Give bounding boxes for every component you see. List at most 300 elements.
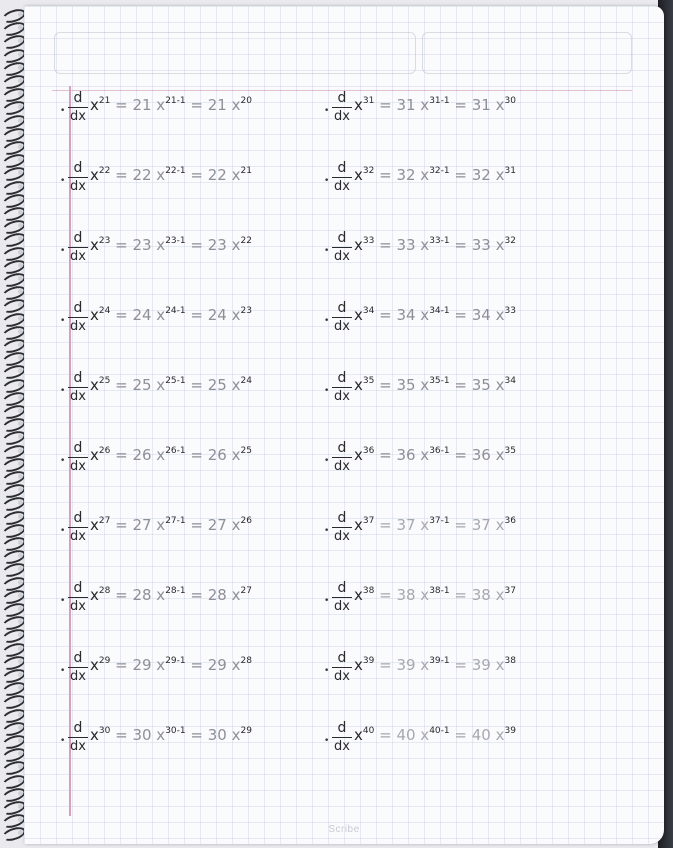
operator-denominator: dx — [334, 109, 350, 124]
bullet: • — [60, 456, 66, 466]
equals-sign: = — [110, 306, 133, 324]
result-term: 28 x — [207, 586, 241, 604]
punch-hole — [18, 725, 23, 730]
coefficient-term: 21 x — [132, 96, 166, 114]
operator-denominator: dx — [70, 529, 86, 544]
equals-sign: = — [374, 236, 397, 254]
fraction-bar — [68, 667, 88, 668]
exponent: 36 — [362, 446, 375, 456]
result-exponent: 25 — [240, 446, 252, 456]
punch-hole — [18, 712, 23, 717]
operator-denominator: dx — [70, 459, 86, 474]
punch-hole — [18, 672, 23, 677]
operator-numerator: d — [337, 230, 347, 246]
operator-denominator: dx — [334, 179, 350, 194]
variable-x: x — [354, 516, 363, 534]
exponent: 25 — [98, 376, 111, 386]
variable-x: x — [90, 166, 99, 184]
equals-sign: = — [449, 726, 472, 744]
result-exponent: 33 — [504, 306, 516, 316]
exponent: 23 — [98, 236, 111, 246]
coefficient-term: 27 x — [132, 516, 166, 534]
punch-hole — [18, 474, 23, 479]
exponent-minus-one: 35-1 — [429, 376, 450, 386]
equals-sign: = — [374, 96, 397, 114]
fraction-bar — [68, 177, 88, 178]
d-dx-operator — [68, 650, 88, 685]
result-term: 38 x — [471, 586, 505, 604]
coefficient-term: 22 x — [132, 166, 166, 184]
equation-body — [354, 166, 516, 184]
result-term: 39 x — [471, 656, 505, 674]
result-term: 24 x — [207, 306, 241, 324]
equation-body — [90, 166, 252, 184]
d-dx-operator — [68, 160, 88, 195]
punch-hole — [18, 527, 23, 532]
bullet: • — [324, 736, 330, 746]
result-term: 32 x — [471, 166, 505, 184]
equals-sign: = — [374, 446, 397, 464]
equation-body — [354, 726, 516, 744]
equals-sign: = — [110, 516, 133, 534]
equals-sign: = — [110, 656, 133, 674]
equals-sign: = — [185, 656, 208, 674]
exponent: 32 — [362, 166, 375, 176]
d-dx-operator — [68, 720, 88, 755]
operator-denominator: dx — [70, 319, 86, 334]
punch-hole — [18, 395, 23, 400]
result-term: 33 x — [471, 236, 505, 254]
equation-body — [90, 446, 252, 464]
fraction-bar — [68, 387, 88, 388]
fraction-bar — [68, 317, 88, 318]
fraction-bar — [332, 527, 352, 528]
equals-sign: = — [185, 166, 208, 184]
coefficient-term: 32 x — [396, 166, 430, 184]
equals-sign: = — [110, 446, 133, 464]
operator-numerator: d — [73, 300, 83, 316]
punch-hole — [18, 606, 23, 611]
bullet: • — [324, 596, 330, 606]
result-exponent: 27 — [240, 586, 252, 596]
result-term: 29 x — [207, 656, 241, 674]
equation-body — [354, 376, 516, 394]
fraction-bar — [332, 667, 352, 668]
coefficient-term: 30 x — [132, 726, 166, 744]
exponent-minus-one: 22-1 — [165, 166, 186, 176]
equals-sign: = — [449, 306, 472, 324]
punch-hole — [18, 197, 23, 202]
variable-x: x — [354, 656, 363, 674]
operator-denominator: dx — [70, 599, 86, 614]
operator-numerator: d — [73, 440, 83, 456]
punch-hole — [18, 184, 23, 189]
exponent-minus-one: 28-1 — [165, 586, 186, 596]
operator-numerator: d — [73, 650, 83, 666]
result-exponent: 30 — [504, 96, 516, 106]
bullet: • — [60, 666, 66, 676]
punch-hole — [18, 131, 23, 136]
result-term: 27 x — [207, 516, 241, 534]
equation-body — [90, 516, 252, 534]
operator-numerator: d — [73, 720, 83, 736]
d-dx-operator — [332, 580, 352, 615]
punch-hole — [18, 250, 23, 255]
variable-x: x — [90, 376, 99, 394]
equals-sign: = — [110, 236, 133, 254]
bullet: • — [324, 666, 330, 676]
exponent-minus-one: 21-1 — [165, 96, 186, 106]
variable-x: x — [90, 306, 99, 324]
equals-sign: = — [374, 656, 397, 674]
operator-denominator: dx — [334, 599, 350, 614]
result-exponent: 38 — [504, 656, 516, 666]
result-exponent: 21 — [240, 166, 252, 176]
result-exponent: 36 — [504, 516, 516, 526]
bullet: • — [60, 316, 66, 326]
equals-sign: = — [374, 586, 397, 604]
exponent: 39 — [362, 656, 375, 666]
bullet: • — [324, 456, 330, 466]
variable-x: x — [90, 516, 99, 534]
header-box-right — [422, 32, 632, 74]
bullet: • — [60, 106, 66, 116]
punch-hole — [18, 12, 23, 17]
bullet: • — [324, 526, 330, 536]
exponent-minus-one: 30-1 — [165, 726, 186, 736]
variable-x: x — [354, 446, 363, 464]
bullet: • — [60, 526, 66, 536]
variable-x: x — [354, 166, 363, 184]
d-dx-operator — [332, 510, 352, 545]
punch-hole — [18, 52, 23, 57]
equation-body — [354, 306, 516, 324]
bullet: • — [60, 596, 66, 606]
equals-sign: = — [110, 726, 133, 744]
exponent: 31 — [362, 96, 375, 106]
operator-numerator: d — [73, 230, 83, 246]
operator-numerator: d — [337, 160, 347, 176]
punch-hole — [18, 738, 23, 743]
exponent: 37 — [362, 516, 375, 526]
equals-sign: = — [374, 516, 397, 534]
exponent-minus-one: 32-1 — [429, 166, 450, 176]
operator-denominator: dx — [334, 739, 350, 754]
equals-sign: = — [110, 586, 133, 604]
equation-body — [354, 586, 516, 604]
equals-sign: = — [185, 726, 208, 744]
punch-hole — [18, 382, 23, 387]
result-term: 30 x — [207, 726, 241, 744]
result-term: 25 x — [207, 376, 241, 394]
exponent: 24 — [98, 306, 111, 316]
result-term: 37 x — [471, 516, 505, 534]
fraction-bar — [332, 457, 352, 458]
brand-mark: Scribe — [328, 824, 360, 835]
result-term: 26 x — [207, 446, 241, 464]
fraction-bar — [332, 107, 352, 108]
coefficient-term: 39 x — [396, 656, 430, 674]
result-exponent: 28 — [240, 656, 252, 666]
operator-denominator: dx — [70, 249, 86, 264]
equation-body — [90, 96, 252, 114]
equals-sign: = — [185, 586, 208, 604]
equals-sign: = — [374, 306, 397, 324]
punch-hole — [18, 408, 23, 413]
variable-x: x — [354, 306, 363, 324]
operator-denominator: dx — [334, 529, 350, 544]
d-dx-operator — [68, 370, 88, 405]
d-dx-operator — [332, 230, 352, 265]
punch-hole — [18, 593, 23, 598]
coefficient-term: 24 x — [132, 306, 166, 324]
d-dx-operator — [332, 650, 352, 685]
operator-numerator: d — [73, 90, 83, 106]
coefficient-term: 35 x — [396, 376, 430, 394]
result-exponent: 29 — [240, 726, 252, 736]
exponent-minus-one: 40-1 — [429, 726, 450, 736]
bullet: • — [60, 176, 66, 186]
punch-hole — [18, 659, 23, 664]
operator-numerator: d — [337, 300, 347, 316]
punch-hole — [18, 580, 23, 585]
equals-sign: = — [185, 376, 208, 394]
operator-numerator: d — [337, 650, 347, 666]
coefficient-term: 33 x — [396, 236, 430, 254]
equation-body — [354, 656, 516, 674]
equals-sign: = — [185, 446, 208, 464]
fraction-bar — [68, 597, 88, 598]
notebook-page — [24, 6, 664, 844]
bullet: • — [324, 176, 330, 186]
punch-hole — [18, 448, 23, 453]
equation-body — [90, 586, 252, 604]
equals-sign: = — [374, 376, 397, 394]
exponent-minus-one: 37-1 — [429, 516, 450, 526]
punch-hole — [18, 316, 23, 321]
exponent-minus-one: 38-1 — [429, 586, 450, 596]
d-dx-operator — [332, 440, 352, 475]
result-exponent: 32 — [504, 236, 516, 246]
punch-hole — [18, 65, 23, 70]
exponent-minus-one: 33-1 — [429, 236, 450, 246]
exponent: 21 — [98, 96, 111, 106]
exponent-minus-one: 25-1 — [165, 376, 186, 386]
exponent: 29 — [98, 656, 111, 666]
exponent: 30 — [98, 726, 111, 736]
result-exponent: 26 — [240, 516, 252, 526]
operator-numerator: d — [73, 580, 83, 596]
punch-hole — [18, 540, 23, 545]
variable-x: x — [90, 726, 99, 744]
equation-body — [354, 446, 516, 464]
punch-hole — [18, 118, 23, 123]
result-term: 34 x — [471, 306, 505, 324]
operator-numerator: d — [73, 370, 83, 386]
bullet: • — [60, 386, 66, 396]
variable-x: x — [354, 236, 363, 254]
operator-numerator: d — [337, 370, 347, 386]
equals-sign: = — [449, 656, 472, 674]
result-exponent: 22 — [240, 236, 252, 246]
exponent-minus-one: 39-1 — [429, 656, 450, 666]
equation-body — [354, 516, 516, 534]
coefficient-term: 29 x — [132, 656, 166, 674]
exponent-minus-one: 26-1 — [165, 446, 186, 456]
result-term: 22 x — [207, 166, 241, 184]
coefficient-term: 37 x — [396, 516, 430, 534]
exponent-minus-one: 24-1 — [165, 306, 186, 316]
fraction-bar — [332, 387, 352, 388]
header-box-left — [54, 32, 416, 74]
punch-hole — [18, 342, 23, 347]
operator-denominator: dx — [334, 389, 350, 404]
bullet: • — [324, 246, 330, 256]
exponent: 27 — [98, 516, 111, 526]
d-dx-operator — [332, 370, 352, 405]
equals-sign: = — [449, 96, 472, 114]
variable-x: x — [354, 376, 363, 394]
fraction-bar — [332, 737, 352, 738]
coefficient-term: 38 x — [396, 586, 430, 604]
equals-sign: = — [110, 166, 133, 184]
exponent: 28 — [98, 586, 111, 596]
coefficient-term: 34 x — [396, 306, 430, 324]
operator-numerator: d — [337, 510, 347, 526]
d-dx-operator — [68, 510, 88, 545]
bullet: • — [324, 386, 330, 396]
equals-sign: = — [449, 516, 472, 534]
result-term: 21 x — [207, 96, 241, 114]
coefficient-term: 40 x — [396, 726, 430, 744]
exponent: 26 — [98, 446, 111, 456]
coefficient-term: 26 x — [132, 446, 166, 464]
fraction-bar — [332, 597, 352, 598]
result-term: 40 x — [471, 726, 505, 744]
equation-body — [354, 236, 516, 254]
variable-x: x — [90, 446, 99, 464]
coefficient-term: 36 x — [396, 446, 430, 464]
punch-hole — [18, 646, 23, 651]
fraction-bar — [68, 457, 88, 458]
d-dx-operator — [332, 300, 352, 335]
variable-x: x — [90, 586, 99, 604]
operator-numerator: d — [337, 720, 347, 736]
exponent: 40 — [362, 726, 375, 736]
equals-sign: = — [185, 306, 208, 324]
coefficient-term: 25 x — [132, 376, 166, 394]
punch-hole — [18, 329, 23, 334]
equation-body — [90, 656, 252, 674]
bullet: • — [60, 246, 66, 256]
fraction-bar — [332, 317, 352, 318]
equals-sign: = — [185, 516, 208, 534]
d-dx-operator — [68, 440, 88, 475]
d-dx-operator — [68, 580, 88, 615]
result-exponent: 37 — [504, 586, 516, 596]
fraction-bar — [332, 177, 352, 178]
result-term: 31 x — [471, 96, 505, 114]
d-dx-operator — [68, 90, 88, 125]
punch-hole — [18, 461, 23, 466]
bullet: • — [324, 316, 330, 326]
fraction-bar — [68, 107, 88, 108]
punch-hole — [18, 263, 23, 268]
fraction-bar — [68, 247, 88, 248]
equals-sign: = — [185, 96, 208, 114]
d-dx-operator — [68, 230, 88, 265]
result-exponent: 39 — [504, 726, 516, 736]
operator-denominator: dx — [334, 319, 350, 334]
bullet: • — [324, 106, 330, 116]
equals-sign: = — [374, 726, 397, 744]
result-term: 36 x — [471, 446, 505, 464]
equals-sign: = — [449, 166, 472, 184]
equals-sign: = — [449, 376, 472, 394]
fraction-bar — [68, 737, 88, 738]
result-term: 23 x — [207, 236, 241, 254]
result-exponent: 23 — [240, 306, 252, 316]
operator-denominator: dx — [70, 739, 86, 754]
equation-body — [90, 306, 252, 324]
punch-hole — [18, 514, 23, 519]
result-exponent: 24 — [240, 376, 252, 386]
operator-denominator: dx — [70, 179, 86, 194]
exponent-minus-one: 31-1 — [429, 96, 450, 106]
operator-denominator: dx — [334, 669, 350, 684]
punch-hole — [18, 144, 23, 149]
exponent: 34 — [362, 306, 375, 316]
equation-body — [90, 726, 252, 744]
operator-denominator: dx — [70, 669, 86, 684]
exponent: 33 — [362, 236, 375, 246]
operator-numerator: d — [337, 90, 347, 106]
exponent-minus-one: 36-1 — [429, 446, 450, 456]
exponent: 35 — [362, 376, 375, 386]
equals-sign: = — [374, 166, 397, 184]
variable-x: x — [354, 96, 363, 114]
result-exponent: 31 — [504, 166, 516, 176]
punch-hole — [18, 210, 23, 215]
variable-x: x — [90, 656, 99, 674]
punch-hole — [18, 78, 23, 83]
punch-hole — [18, 276, 23, 281]
result-term: 35 x — [471, 376, 505, 394]
bullet: • — [60, 736, 66, 746]
punch-hole — [18, 791, 23, 796]
exponent: 22 — [98, 166, 111, 176]
d-dx-operator — [332, 160, 352, 195]
variable-x: x — [354, 586, 363, 604]
punch-hole — [18, 778, 23, 783]
operator-numerator: d — [73, 160, 83, 176]
result-exponent: 34 — [504, 376, 516, 386]
equals-sign: = — [449, 236, 472, 254]
exponent-minus-one: 23-1 — [165, 236, 186, 246]
fraction-bar — [332, 247, 352, 248]
exponent-minus-one: 27-1 — [165, 516, 186, 526]
variable-x: x — [90, 236, 99, 254]
d-dx-operator — [332, 720, 352, 755]
equals-sign: = — [449, 586, 472, 604]
exponent-minus-one: 34-1 — [429, 306, 450, 316]
equation-body — [90, 236, 252, 254]
operator-denominator: dx — [334, 459, 350, 474]
equation-body — [354, 96, 516, 114]
exponent: 38 — [362, 586, 375, 596]
operator-denominator: dx — [334, 249, 350, 264]
equals-sign: = — [110, 376, 133, 394]
